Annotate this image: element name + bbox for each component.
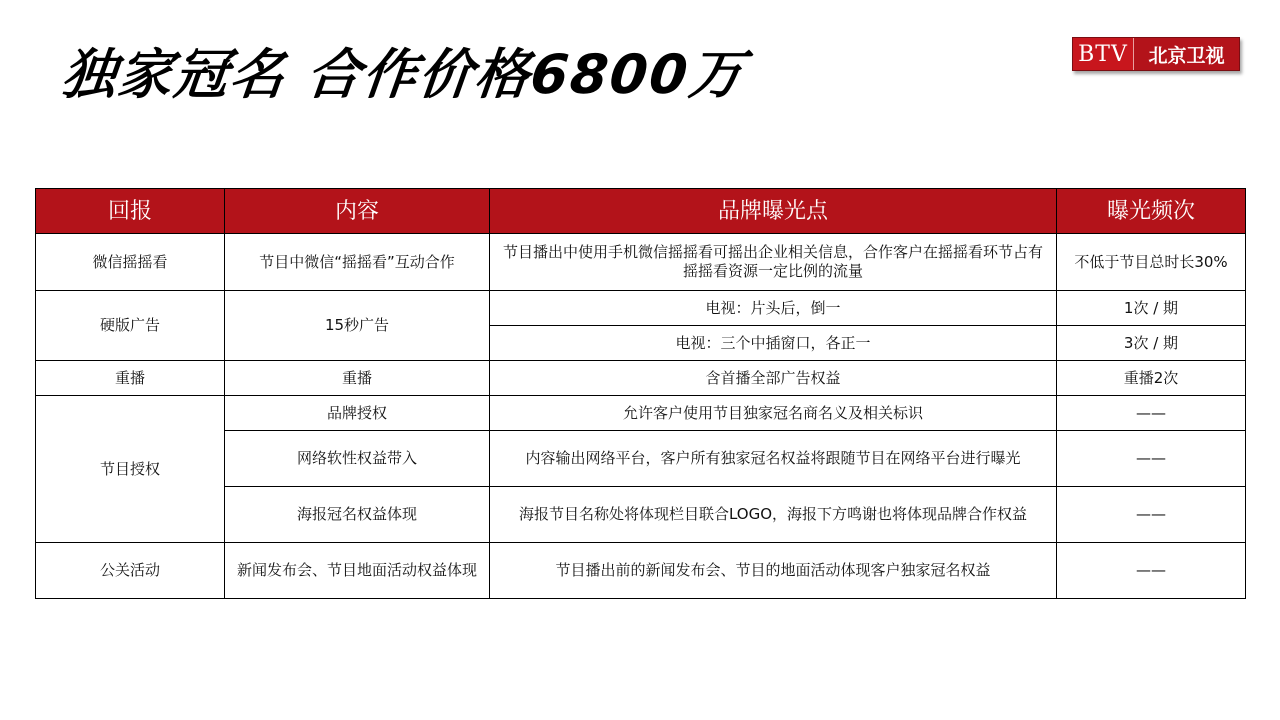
header-reward: 回报 <box>36 189 225 234</box>
cell-content: 海报冠名权益体现 <box>225 487 490 543</box>
cell-exposure: 节目播出中使用手机微信摇摇看可摇出企业相关信息，合作客户在摇摇看环节占有摇摇看资源一定比例的流量 <box>490 234 1057 291</box>
cell-reward: 公关活动 <box>36 543 225 599</box>
cell-frequency: —— <box>1057 487 1246 543</box>
cell-content: 重播 <box>225 361 490 396</box>
cell-reward: 重播 <box>36 361 225 396</box>
cell-reward: 硬版广告 <box>36 291 225 361</box>
cell-exposure: 电视：片头后，倒一 <box>490 291 1057 326</box>
cell-reward: 微信摇摇看 <box>36 234 225 291</box>
sponsorship-table <box>35 188 1246 599</box>
btv-logo <box>1072 37 1240 71</box>
table-row <box>36 361 1246 396</box>
cell-content: 节目中微信“摇摇看”互动合作 <box>225 234 490 291</box>
cell-exposure: 含首播全部广告权益 <box>490 361 1057 396</box>
logo-channel-name: 北京卫视 <box>1133 38 1239 70</box>
header-content: 内容 <box>225 189 490 234</box>
cell-frequency: 重播2次 <box>1057 361 1246 396</box>
header-exposure: 品牌曝光点 <box>490 189 1057 234</box>
cell-content: 新闻发布会、节目地面活动权益体现 <box>225 543 490 599</box>
cell-frequency: 1次 / 期 <box>1057 291 1246 326</box>
cell-frequency: 3次 / 期 <box>1057 326 1246 361</box>
cell-exposure: 海报节目名称处将体现栏目联合LOGO，海报下方鸣谢也将体现品牌合作权益 <box>490 487 1057 543</box>
header-frequency: 曝光频次 <box>1057 189 1246 234</box>
cell-exposure: 节目播出前的新闻发布会、节目的地面活动体现客户独家冠名权益 <box>490 543 1057 599</box>
cell-exposure: 允许客户使用节目独家冠名商名义及相关标识 <box>490 396 1057 431</box>
logo-btv-text: BTV <box>1073 38 1133 70</box>
cell-reward: 节目授权 <box>36 396 225 543</box>
table-row <box>36 234 1246 291</box>
table-row <box>36 291 1246 326</box>
cell-frequency: 不低于节目总时长30% <box>1057 234 1246 291</box>
cell-exposure: 电视：三个中插窗口，各正一 <box>490 326 1057 361</box>
cell-frequency: —— <box>1057 543 1246 599</box>
cell-frequency: —— <box>1057 396 1246 431</box>
table-row <box>36 396 1246 431</box>
cell-content: 品牌授权 <box>225 396 490 431</box>
cell-content: 网络软性权益带入 <box>225 431 490 487</box>
table-row <box>36 543 1246 599</box>
cell-exposure: 内容输出网络平台，客户所有独家冠名权益将跟随节目在网络平台进行曝光 <box>490 431 1057 487</box>
cell-frequency: —— <box>1057 431 1246 487</box>
page-title: 独家冠名 合作价格6800万 <box>58 43 749 106</box>
cell-content: 15秒广告 <box>225 291 490 361</box>
table-header-row <box>36 189 1246 234</box>
